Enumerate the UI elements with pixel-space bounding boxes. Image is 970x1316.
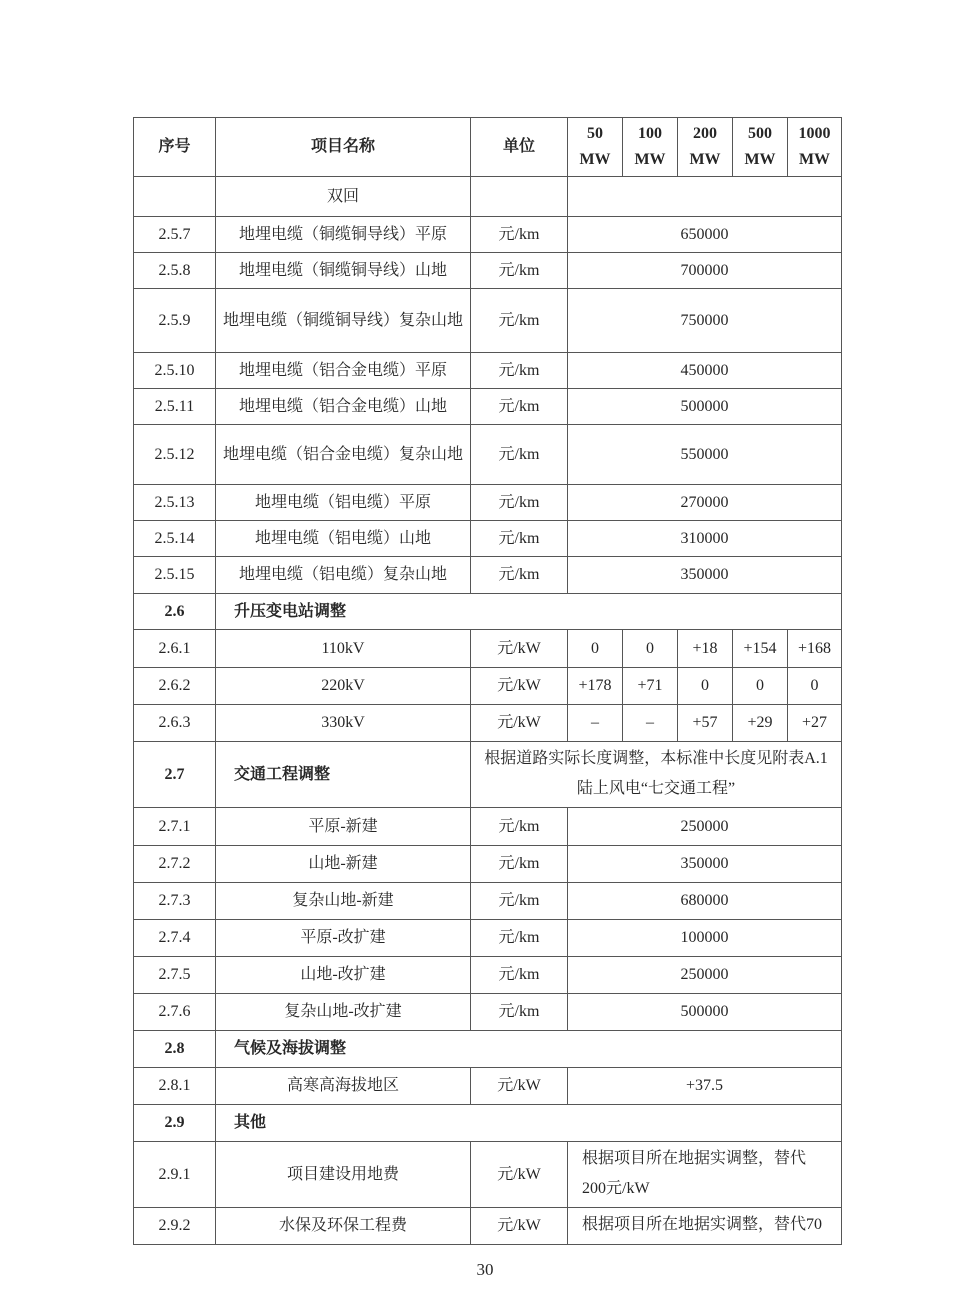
row-value: +154 <box>733 630 788 668</box>
row-name: 330kV <box>216 705 471 742</box>
row-no: 2.5.15 <box>134 557 216 594</box>
row-unit: 元/km <box>471 919 568 956</box>
capacity-value: 50 <box>587 125 603 143</box>
row-value <box>568 177 842 217</box>
row-note: 根据项目所在地据实调整，替代200元/kW <box>568 1141 842 1207</box>
cost-adjustment-table <box>133 117 842 1245</box>
row-value: +71 <box>623 668 678 705</box>
row-no: 2.7.3 <box>134 882 216 919</box>
row-value: 270000 <box>568 485 842 521</box>
page-number: 30 <box>476 1260 494 1279</box>
row-name: 地埋电缆（铜缆铜导线）复杂山地 <box>216 289 471 353</box>
row-name: 地埋电缆（铝电缆）复杂山地 <box>216 557 471 594</box>
row-unit: 元/kW <box>471 705 568 742</box>
table-row <box>134 742 842 808</box>
capacity-unit: MW <box>798 151 831 168</box>
row-value: +18 <box>678 630 733 668</box>
header-cell-capacity-50mw <box>568 118 623 177</box>
row-name: 山地-新建 <box>216 845 471 882</box>
row-unit <box>471 177 568 217</box>
section-no: 2.9 <box>134 1104 216 1141</box>
row-value: 650000 <box>568 217 842 253</box>
row-name: 平原-改扩建 <box>216 919 471 956</box>
row-unit: 元/km <box>471 845 568 882</box>
row-no: 2.6.2 <box>134 668 216 705</box>
row-value: 700000 <box>568 253 842 289</box>
section-title: 气候及海拔调整 <box>216 1030 842 1067</box>
row-unit: 元/kW <box>471 630 568 668</box>
table-row <box>134 1104 842 1141</box>
row-value: +29 <box>733 705 788 742</box>
row-value: 310000 <box>568 521 842 557</box>
row-no: 2.5.14 <box>134 521 216 557</box>
table-row <box>134 807 842 845</box>
row-unit: 元/km <box>471 993 568 1030</box>
table-row <box>134 1207 842 1244</box>
table-row <box>134 1141 842 1207</box>
table-row <box>134 353 842 389</box>
row-no: 2.7.1 <box>134 807 216 845</box>
capacity-unit: MW <box>744 151 776 168</box>
row-name: 地埋电缆（铝合金电缆）复杂山地 <box>216 425 471 485</box>
row-no: 2.7.4 <box>134 919 216 956</box>
row-unit: 元/km <box>471 521 568 557</box>
table-row <box>134 253 842 289</box>
row-no: 2.9.2 <box>134 1207 216 1244</box>
row-value: 350000 <box>568 845 842 882</box>
row-value: 250000 <box>568 956 842 993</box>
capacity-unit: MW <box>689 151 721 168</box>
table-row <box>134 557 842 594</box>
row-name: 山地-改扩建 <box>216 956 471 993</box>
row-name: 高寒高海拔地区 <box>216 1067 471 1104</box>
row-value: 350000 <box>568 557 842 594</box>
row-value: 0 <box>788 668 842 705</box>
header-cell-capacity-200mw <box>678 118 733 177</box>
row-value: 100000 <box>568 919 842 956</box>
row-value: +168 <box>788 630 842 668</box>
row-name: 地埋电缆（铝电缆）山地 <box>216 521 471 557</box>
capacity-value: 500 <box>748 125 772 143</box>
section-title: 交通工程调整 <box>216 742 471 808</box>
row-no: 2.5.9 <box>134 289 216 353</box>
row-value: +178 <box>568 668 623 705</box>
row-unit: 元/km <box>471 485 568 521</box>
table-row <box>134 217 842 253</box>
row-no: 2.5.8 <box>134 253 216 289</box>
section-title: 升压变电站调整 <box>216 594 842 630</box>
table-row <box>134 993 842 1030</box>
row-note: 根据项目所在地据实调整，替代70 <box>568 1207 842 1244</box>
row-unit: 元/km <box>471 425 568 485</box>
table-row <box>134 425 842 485</box>
row-name: 水保及环保工程费 <box>216 1207 471 1244</box>
row-name: 地埋电缆（铜缆铜导线）平原 <box>216 217 471 253</box>
table-row <box>134 594 842 630</box>
row-value: – <box>568 705 623 742</box>
row-unit: 元/km <box>471 557 568 594</box>
table-header-row <box>134 118 842 177</box>
row-no: 2.7.2 <box>134 845 216 882</box>
row-no <box>134 177 216 217</box>
table-row <box>134 919 842 956</box>
capacity-value: 100 <box>638 125 662 143</box>
row-name: 地埋电缆（铝合金电缆）平原 <box>216 353 471 389</box>
capacity-value: 200 <box>693 125 717 143</box>
row-no: 2.5.12 <box>134 425 216 485</box>
section-no: 2.7 <box>134 742 216 808</box>
section-no: 2.6 <box>134 594 216 630</box>
row-name: 平原-新建 <box>216 807 471 845</box>
row-no: 2.5.13 <box>134 485 216 521</box>
row-value: +37.5 <box>568 1067 842 1104</box>
section-note: 根据道路实际长度调整，本标准中长度见附表A.1陆上风电“七交通工程” <box>471 742 842 808</box>
row-no: 2.5.7 <box>134 217 216 253</box>
row-value: 750000 <box>568 289 842 353</box>
row-value: 0 <box>733 668 788 705</box>
row-unit: 元/km <box>471 956 568 993</box>
header-cell-no: 序号 <box>134 118 216 177</box>
header-cell-capacity-500mw <box>733 118 788 177</box>
row-unit: 元/km <box>471 882 568 919</box>
row-name: 项目建设用地费 <box>216 1141 471 1207</box>
row-value: 450000 <box>568 353 842 389</box>
table-row <box>134 177 842 217</box>
header-cell-capacity-100mw <box>623 118 678 177</box>
row-name: 110kV <box>216 630 471 668</box>
row-no: 2.6.1 <box>134 630 216 668</box>
row-name: 双回 <box>216 177 471 217</box>
capacity-unit: MW <box>579 151 611 168</box>
row-no: 2.7.6 <box>134 993 216 1030</box>
row-name: 地埋电缆（铜缆铜导线）山地 <box>216 253 471 289</box>
row-value: +57 <box>678 705 733 742</box>
row-value: 500000 <box>568 389 842 425</box>
row-value: 0 <box>568 630 623 668</box>
row-value: 0 <box>623 630 678 668</box>
row-unit: 元/kW <box>471 1207 568 1244</box>
table-row <box>134 521 842 557</box>
row-unit: 元/kW <box>471 1141 568 1207</box>
row-value: 550000 <box>568 425 842 485</box>
table-row <box>134 705 842 742</box>
row-unit: 元/kW <box>471 668 568 705</box>
row-value: 680000 <box>568 882 842 919</box>
row-unit: 元/km <box>471 807 568 845</box>
header-cell-unit: 单位 <box>471 118 568 177</box>
row-name: 地埋电缆（铝电缆）平原 <box>216 485 471 521</box>
table-row <box>134 1067 842 1104</box>
table-row <box>134 845 842 882</box>
row-name: 复杂山地-改扩建 <box>216 993 471 1030</box>
row-value: 500000 <box>568 993 842 1030</box>
table-row <box>134 1030 842 1067</box>
row-name: 220kV <box>216 668 471 705</box>
capacity-unit: MW <box>634 151 666 168</box>
row-no: 2.9.1 <box>134 1141 216 1207</box>
row-no: 2.5.10 <box>134 353 216 389</box>
row-value: 0 <box>678 668 733 705</box>
row-value: 250000 <box>568 807 842 845</box>
table-row <box>134 289 842 353</box>
row-no: 2.7.5 <box>134 956 216 993</box>
table-row <box>134 956 842 993</box>
row-unit: 元/kW <box>471 1067 568 1104</box>
capacity-value: 1000 <box>798 125 831 143</box>
table-row <box>134 630 842 668</box>
row-unit: 元/km <box>471 289 568 353</box>
section-title: 其他 <box>216 1104 842 1141</box>
row-value: +27 <box>788 705 842 742</box>
row-no: 2.5.11 <box>134 389 216 425</box>
row-unit: 元/km <box>471 389 568 425</box>
table-row <box>134 882 842 919</box>
row-unit: 元/km <box>471 353 568 389</box>
row-unit: 元/km <box>471 253 568 289</box>
header-cell-name: 项目名称 <box>216 118 471 177</box>
table-row <box>134 485 842 521</box>
row-no: 2.8.1 <box>134 1067 216 1104</box>
header-cell-capacity-1000mw <box>788 118 842 177</box>
table-row <box>134 668 842 705</box>
section-no: 2.8 <box>134 1030 216 1067</box>
row-unit: 元/km <box>471 217 568 253</box>
row-name: 地埋电缆（铝合金电缆）山地 <box>216 389 471 425</box>
row-no: 2.6.3 <box>134 705 216 742</box>
row-value: – <box>623 705 678 742</box>
row-name: 复杂山地-新建 <box>216 882 471 919</box>
table-row <box>134 389 842 425</box>
